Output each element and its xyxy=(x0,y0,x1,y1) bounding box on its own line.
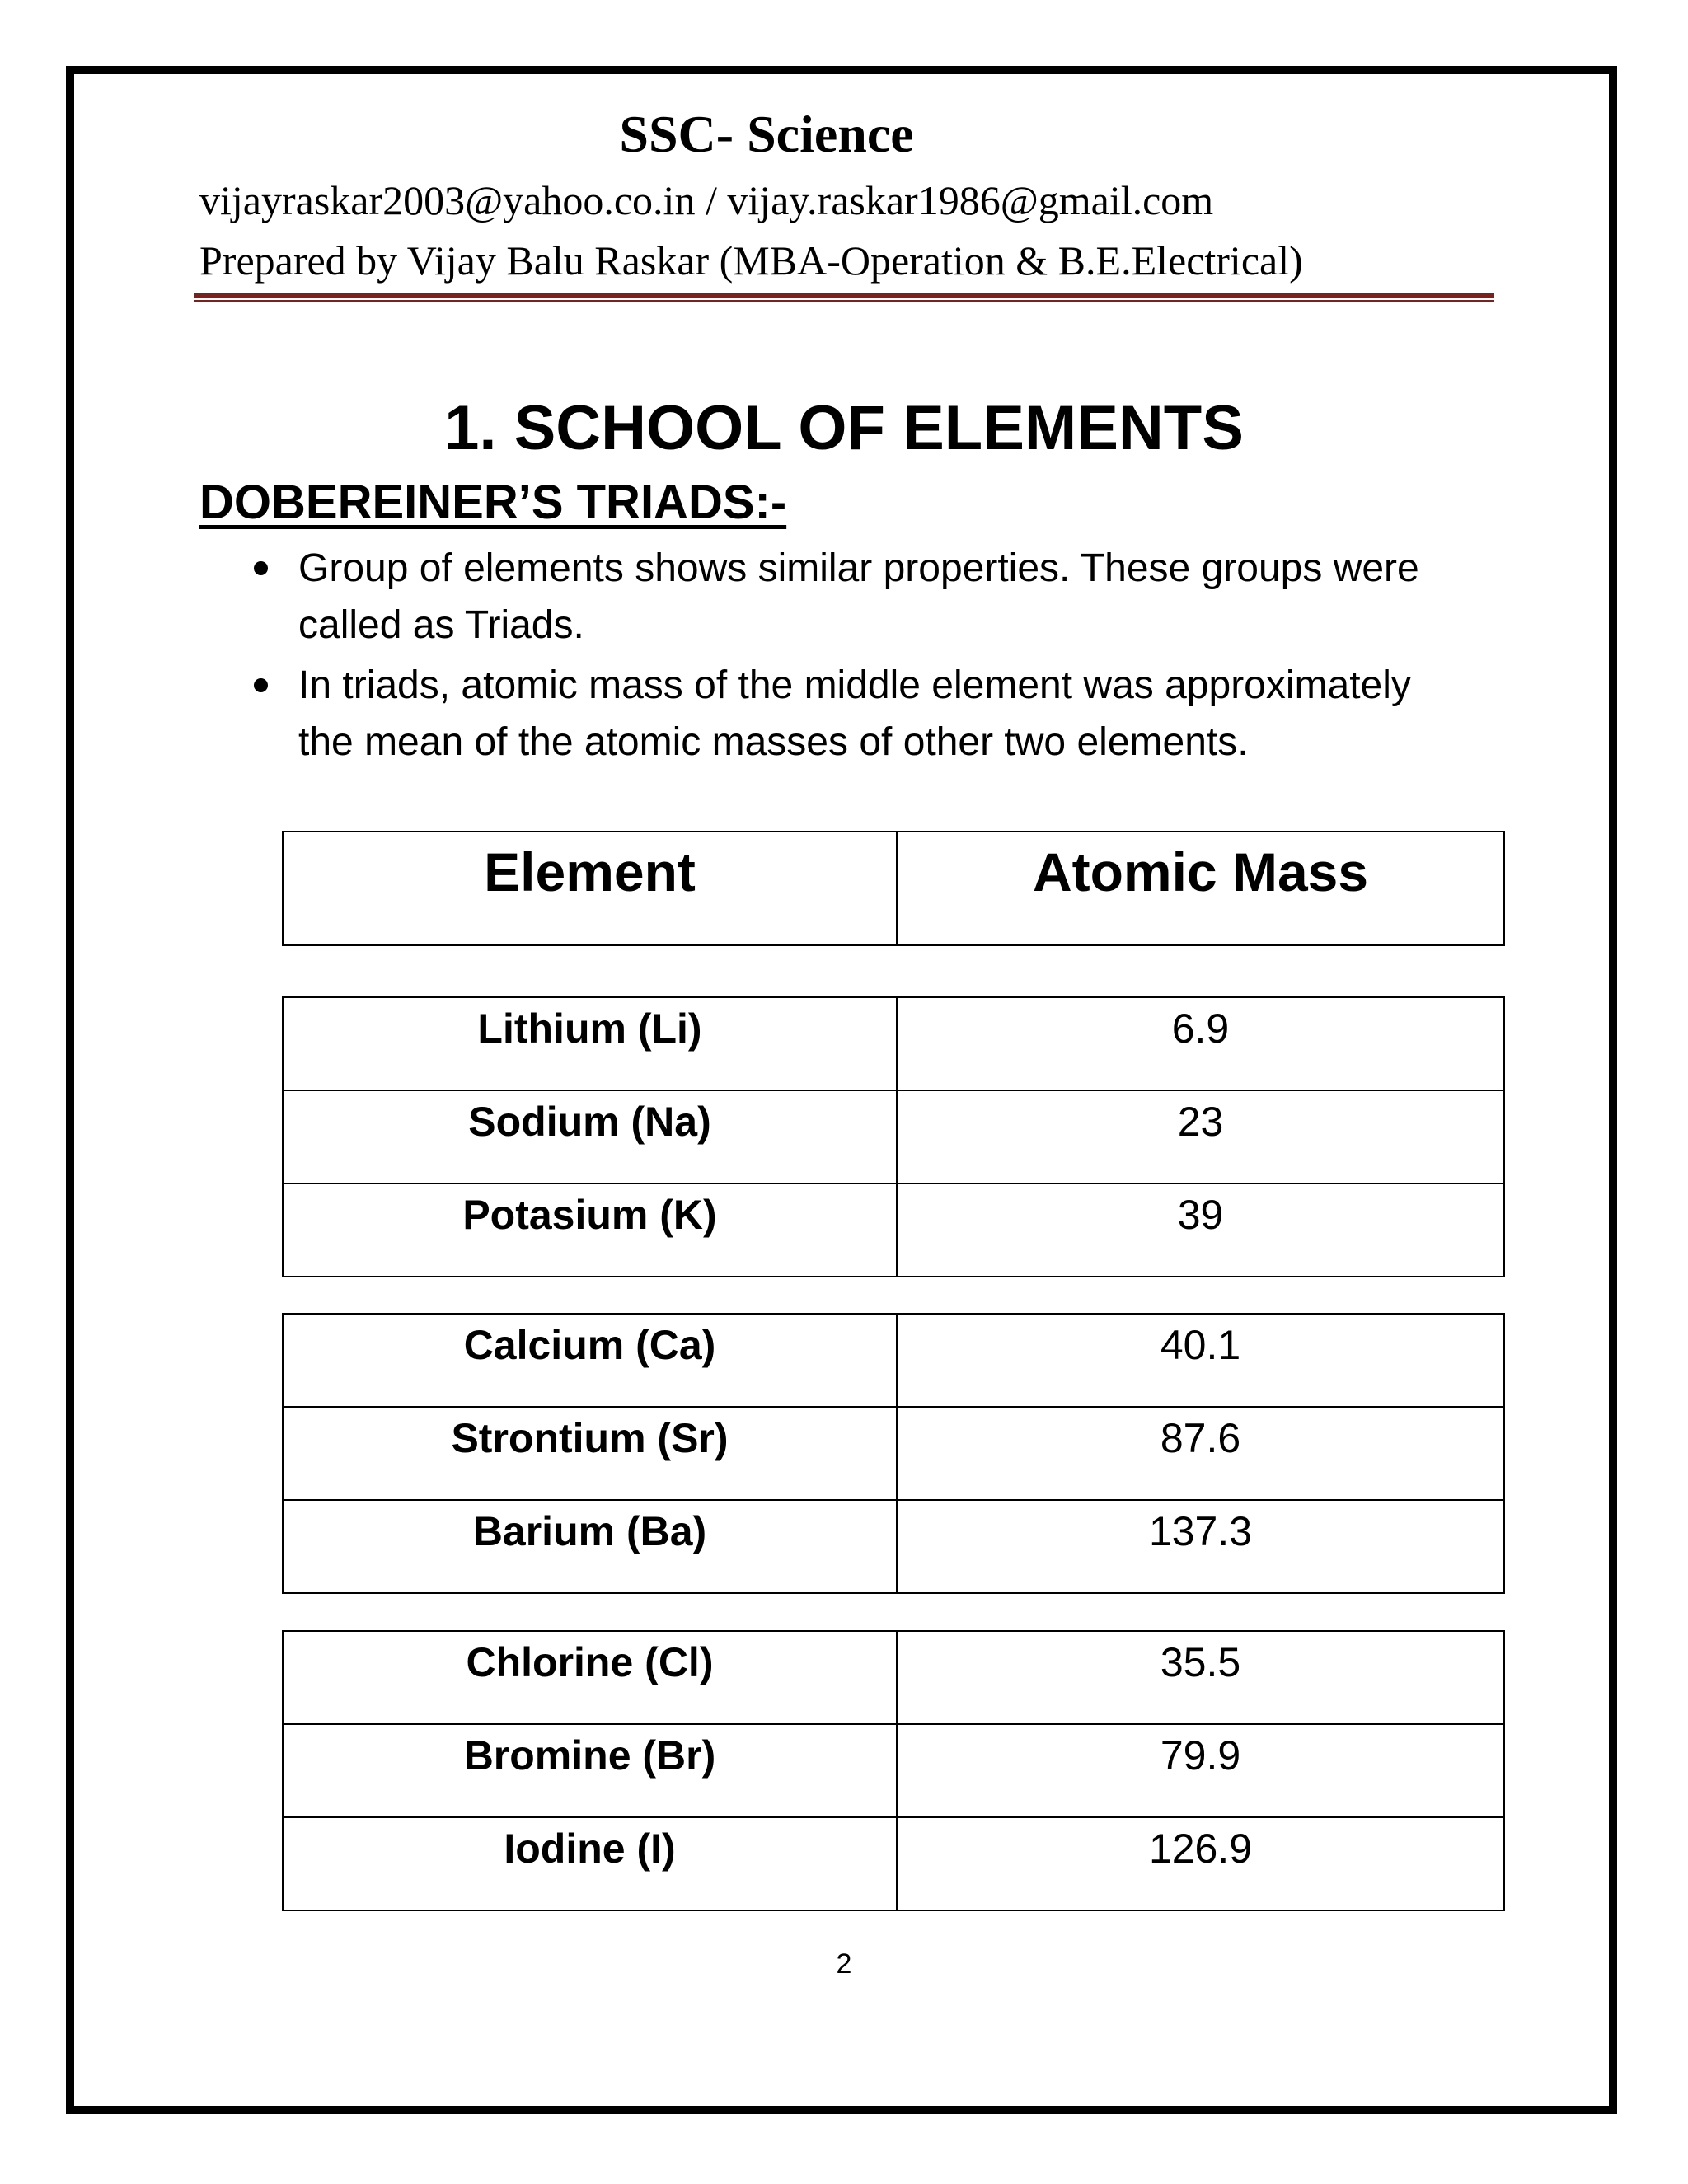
element-cell: Potasium (K) xyxy=(283,1183,897,1277)
element-cell: Bromine (Br) xyxy=(283,1724,897,1817)
chapter-title: 1. SCHOOL OF ELEMENTS xyxy=(444,393,1244,463)
prepared-by: Prepared by Vijay Balu Raskar (MBA-Operation & B.E.Electrical) xyxy=(199,237,1303,284)
element-cell: Lithium (Li) xyxy=(283,997,897,1090)
mass-cell: 6.9 xyxy=(897,997,1504,1090)
table-header xyxy=(282,831,1505,946)
element-cell: Calcium (Ca) xyxy=(283,1314,897,1407)
header-rule-thin xyxy=(194,300,1494,302)
mass-cell: 137.3 xyxy=(897,1500,1504,1593)
table-row xyxy=(283,1631,1504,1724)
author-emails: vijayraskar2003@yahoo.co.in / vijay.raskar1986@gmail.com xyxy=(199,177,1214,223)
page-number: 2 xyxy=(836,1948,852,1980)
bullet-text: Group of elements shows similar properties. These groups were called as Triads. xyxy=(298,546,1419,647)
table-row xyxy=(283,997,1504,1090)
element-cell: Sodium (Na) xyxy=(283,1090,897,1183)
element-cell: Iodine (I) xyxy=(283,1817,897,1910)
element-cell: Chlorine (Cl) xyxy=(283,1631,897,1724)
element-cell: Barium (Ba) xyxy=(283,1500,897,1593)
mass-cell: 40.1 xyxy=(897,1314,1504,1407)
bullet-item xyxy=(199,540,1461,654)
table-row xyxy=(283,1817,1504,1910)
section-heading: DOBEREINER’S TRIADS:- xyxy=(199,476,787,529)
mass-cell: 23 xyxy=(897,1090,1504,1183)
bullet-icon xyxy=(254,561,268,575)
column-header-atomic-mass: Atomic Mass xyxy=(897,832,1504,945)
header-title: SSC- Science xyxy=(619,105,914,163)
table-row xyxy=(283,1500,1504,1593)
triad-table-1 xyxy=(282,996,1505,1277)
column-header-element: Element xyxy=(283,832,897,945)
mass-cell: 87.6 xyxy=(897,1407,1504,1500)
table-row xyxy=(283,1407,1504,1500)
table-row xyxy=(283,1090,1504,1183)
table-row xyxy=(283,1724,1504,1817)
mass-cell: 39 xyxy=(897,1183,1504,1277)
bullet-icon xyxy=(254,678,268,692)
bullet-list xyxy=(199,540,1461,774)
mass-cell: 126.9 xyxy=(897,1817,1504,1910)
triad-table-3 xyxy=(282,1630,1505,1911)
bullet-item xyxy=(199,657,1461,771)
table-row xyxy=(283,1183,1504,1277)
header-rule xyxy=(194,293,1494,298)
mass-cell: 35.5 xyxy=(897,1631,1504,1724)
triad-table-2 xyxy=(282,1313,1505,1594)
element-cell: Strontium (Sr) xyxy=(283,1407,897,1500)
bullet-text: In triads, atomic mass of the middle element was approximately the mean of the atomic masses of other two elements. xyxy=(298,663,1411,764)
mass-cell: 79.9 xyxy=(897,1724,1504,1817)
table-row xyxy=(283,1314,1504,1407)
